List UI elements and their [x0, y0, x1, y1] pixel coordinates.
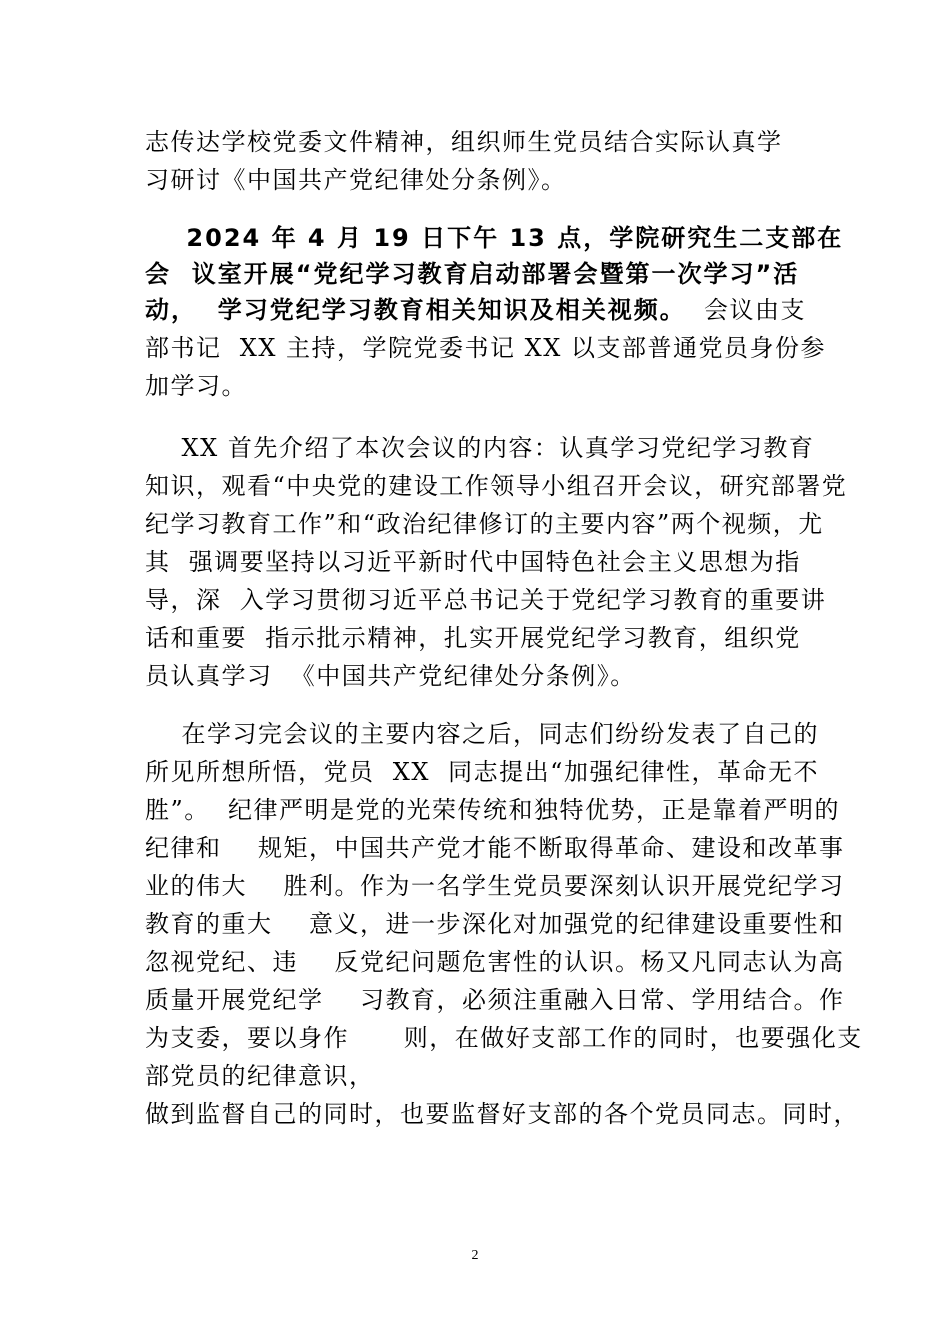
- paragraph-3-line-4: 其 强调要坚持以习近平新时代中国特色社会主义思想为指: [145, 548, 801, 576]
- paragraph-2-line-3-bold: 动， 学习党纪学习教育相关知识及相关视频。: [145, 296, 686, 324]
- paragraph-3-line-2: 知识，观看“中央党的建设工作领导小组召开会议，研究部署党: [145, 472, 848, 500]
- paragraph-4-line-8: 质量开展党纪学 习教育，必须注重融入日常、学用结合。作: [145, 986, 845, 1014]
- paragraph-4-line-5: 业的伟大 胜利。作为一名学生党员要深刻认识开展党纪学习: [145, 872, 845, 900]
- paragraph-2-line-3-rest: 会议由支: [685, 296, 806, 324]
- paragraph-4-line-7: 忽视党纪、违 反党纪问题危害性的认识。杨又凡同志认为高: [145, 948, 845, 976]
- paragraph-2-line-5: 加学习。: [145, 372, 247, 400]
- paragraph-3-line-7: 员认真学习 《中国共产党纪律处分条例》。: [145, 662, 636, 690]
- paragraph-4-line-2: 所见所想所悟，党员 XX 同志提出“加强纪律性，革命无不: [145, 758, 819, 786]
- paragraph-2-line-3: [145, 293, 806, 327]
- paragraph-1-line-2: 习研讨《中国共产党纪律处分条例》。: [145, 166, 567, 194]
- paragraph-2-line-1: 2024 年 4 月 19 日下午 13 点，学院研究生二支部在: [145, 224, 844, 252]
- paragraph-4-line-3: 胜”。 纪律严明是党的光荣传统和独特优势，正是靠着严明的: [145, 796, 841, 824]
- paragraph-4-line-10: 部党员的纪律意识，: [145, 1062, 375, 1090]
- paragraph-4-line-4: 纪律和 规矩，中国共产党才能不断取得革命、建设和改革事: [145, 834, 845, 862]
- paragraph-4-line-9: 为支委，要以身作 则，在做好支部工作的同时，也要强化支: [145, 1024, 863, 1052]
- paragraph-3-line-5: 导，深 入学习贯彻习近平总书记关于党纪学习教育的重要讲: [145, 586, 827, 614]
- paragraph-2-line-2: 会 议室开展“党纪学习教育启动部署会暨第一次学习”活: [145, 260, 800, 288]
- paragraph-1-line-1: 志传达学校党委文件精神，组织师生党员结合实际认真学: [145, 128, 783, 156]
- paragraph-3-line-1: XX 首先介绍了本次会议的内容：认真学习党纪学习教育: [145, 434, 815, 462]
- paragraph-4-line-11: 做到监督自己的同时，也要监督好支部的各个党员同志。同时，: [145, 1100, 859, 1128]
- paragraph-4-line-1: 在学习完会议的主要内容之后，同志们纷纷发表了自己的: [145, 720, 820, 748]
- paragraph-3-line-3: 纪学习教育工作”和“政治纪律修订的主要内容”两个视频，尤: [145, 510, 824, 538]
- paragraph-2-line-4: 部书记 XX 主持，学院党委书记 XX 以支部普通党员身份参: [145, 334, 826, 362]
- page-number: 2: [471, 1248, 479, 1263]
- paragraph-4-line-6: 教育的重大 意义，进一步深化对加强党的纪律建设重要性和: [145, 910, 845, 938]
- paragraph-3-line-6: 话和重要 指示批示精神，扎实开展党纪学习教育，组织党: [145, 624, 801, 652]
